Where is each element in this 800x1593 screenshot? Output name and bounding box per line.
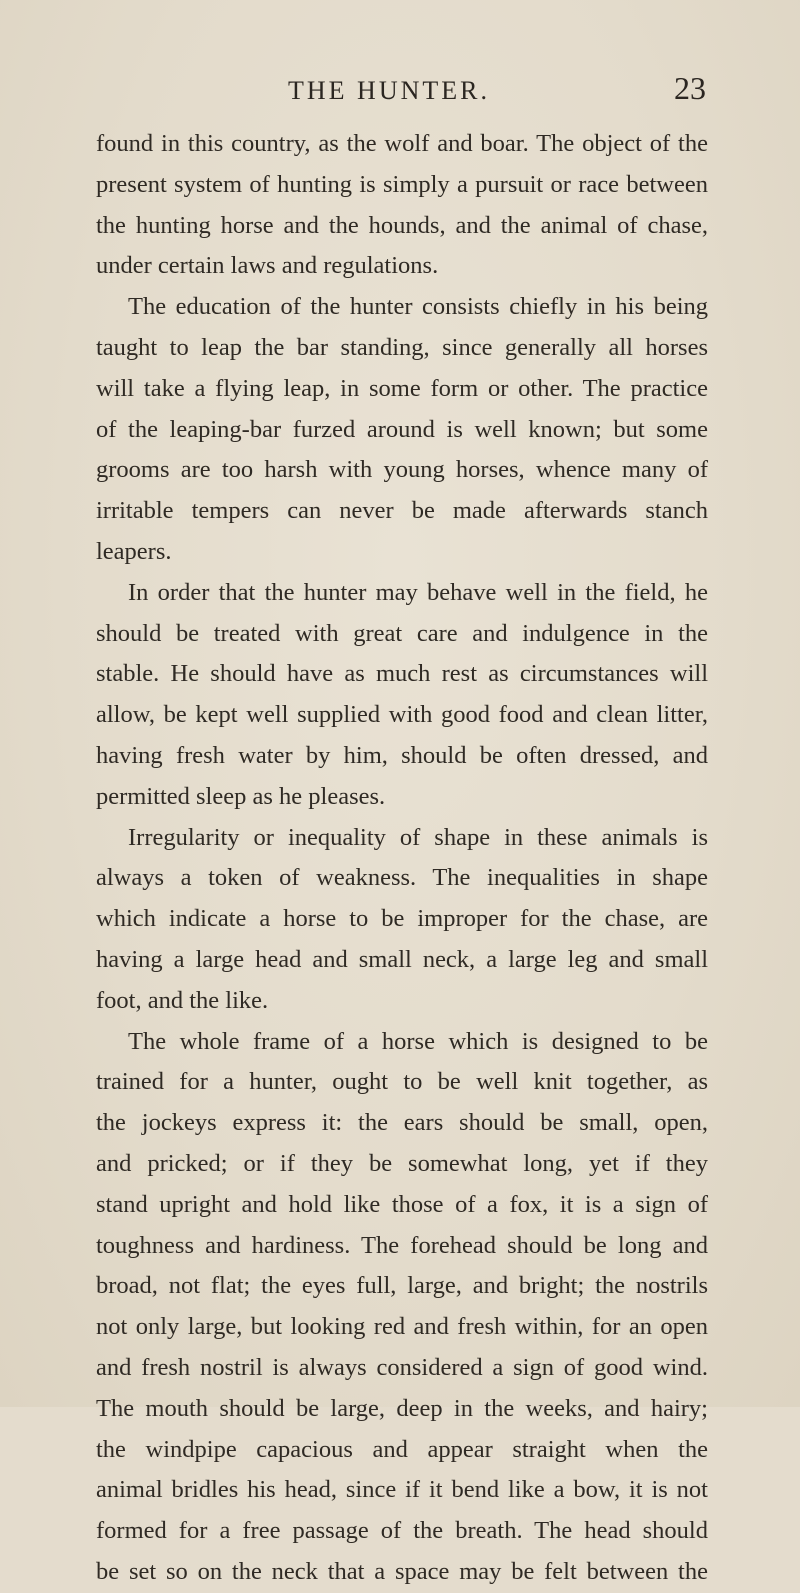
text-line: toughness and hardiness. The forehead should be long and — [96, 1231, 708, 1259]
text-line: taught to leap the bar standing, since generally all horses — [96, 333, 708, 361]
text-line: not only large, but looking red and fresh within, for an open — [96, 1313, 708, 1341]
text-line: animal bridles his head, since if it bend like a bow, it is not — [96, 1476, 708, 1504]
text-line: grooms are too harsh with young horses, whence many of — [96, 456, 708, 484]
page-header — [0, 70, 800, 116]
text-line: irritable tempers can never be made afterwards stanch — [96, 497, 708, 525]
text-line: formed for a free passage of the breath. The head should — [96, 1517, 708, 1545]
text-line: allow, be kept well supplied with good food and clean litter, — [96, 701, 708, 729]
text-line: having a large head and small neck, a large leg and small — [96, 945, 708, 973]
text-line: and pricked; or if they be somewhat long, yet if they — [96, 1149, 708, 1177]
text-line: should be treated with great care and indulgence in the — [96, 619, 708, 647]
text-line: permitted sleep as he pleases. — [96, 782, 386, 810]
text-line: trained for a hunter, ought to be well knit together, as — [96, 1068, 708, 1096]
text-line: The whole frame of a horse which is designed to be — [128, 1027, 708, 1055]
text-line: In order that the hunter may behave well in the field, he — [128, 578, 708, 606]
text-line: the jockeys express it: the ears should be small, open, — [96, 1109, 708, 1137]
text-line: having fresh water by him, should be often dressed, and — [96, 741, 708, 769]
text-line: foot, and the like. — [96, 986, 269, 1014]
text-line: found in this country, as the wolf and boar. The object of the — [96, 130, 708, 157]
page-number: 23 — [674, 70, 706, 106]
text-line: always a token of weakness. The inequalities in shape — [96, 864, 708, 892]
body-text — [96, 124, 708, 1593]
text-line: stable. He should have as much rest as circumstances will — [96, 660, 708, 688]
text-line: of the leaping-bar furzed around is well known; but some — [96, 415, 708, 443]
text-line: and fresh nostril is always considered a sign of good wind. — [96, 1353, 708, 1381]
text-line: be set so on the neck that a space may be felt between the — [96, 1557, 708, 1585]
text-line: the hunting horse and the hounds, and the animal of chase, — [96, 211, 708, 239]
text-line: Irregularity or inequality of shape in these animals is — [128, 823, 708, 851]
text-line: which indicate a horse to be improper for the chase, are — [96, 905, 708, 933]
text-line: stand upright and hold like those of a fox, it is a sign of — [96, 1190, 708, 1218]
text-line: the windpipe capacious and appear straight when the — [96, 1435, 708, 1463]
text-line: under certain laws and regulations. — [96, 252, 439, 280]
running-title: THE HUNTER. — [288, 76, 490, 105]
text-line: The mouth should be large, deep in the weeks, and hairy; — [96, 1394, 708, 1422]
text-line: present system of hunting is simply a pursuit or race between — [96, 170, 708, 198]
text-line: will take a flying leap, in some form or other. The practice — [96, 374, 708, 402]
text-line: broad, not flat; the eyes full, large, and bright; the nostrils — [96, 1272, 708, 1300]
text-line: The education of the hunter consists chiefly in his being — [128, 293, 708, 321]
text-line: leapers. — [96, 537, 172, 565]
